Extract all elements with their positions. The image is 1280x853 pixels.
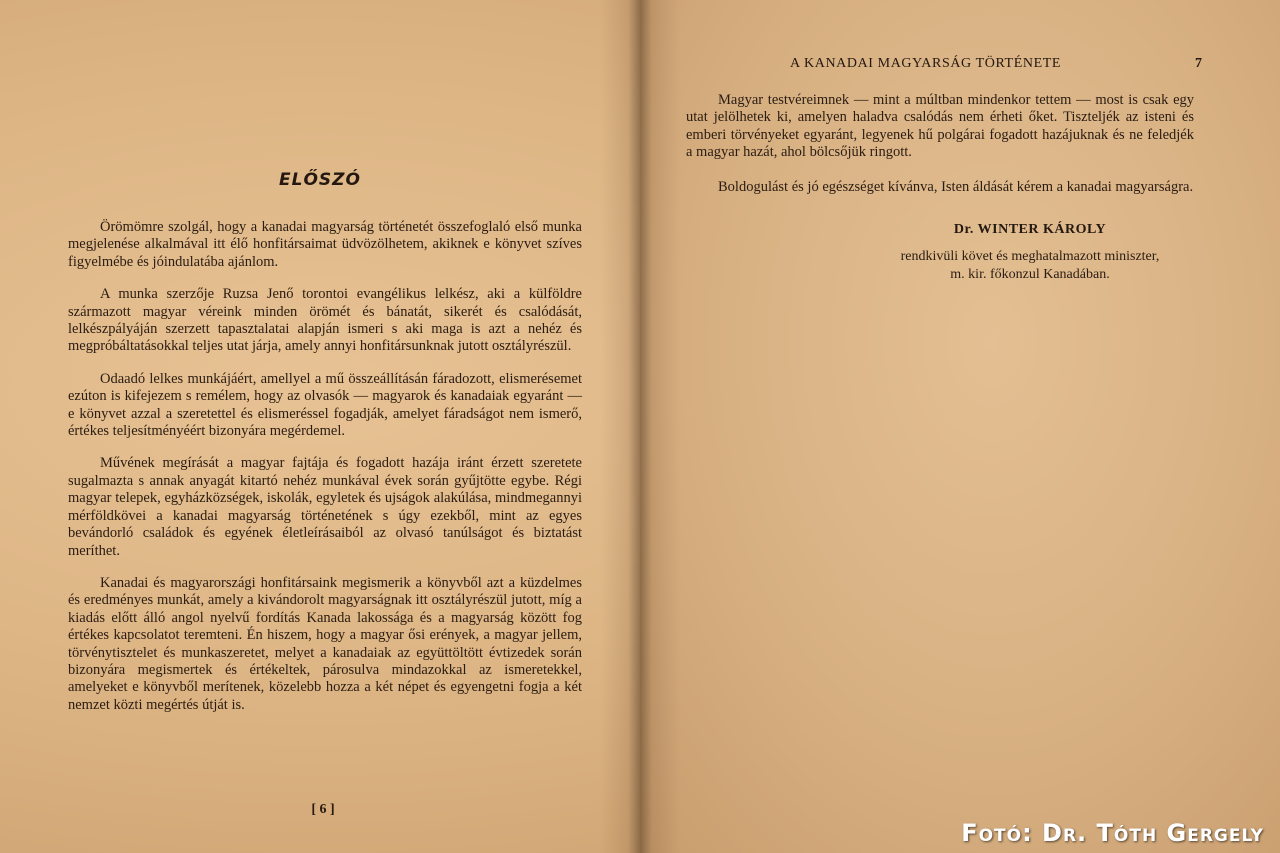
- left-page-body: [68, 219, 582, 729]
- photo-credit-watermark: Fotó: Dr. Tóth Gergely: [961, 819, 1264, 847]
- paragraph: Kanadai és magyarországi honfitársaink megismerik a könyvből azt a küzdelmes és eredményes munkát, amely a kivándorolt magyarságnak itt osztályrészül jutott, míg a kiadás előtt álló angol nyelvű fordítás Kanada lakossága és a magyarság között fog értékes kapcsolatot teremteni. Én hiszem, hogy a magyar ősi erények, a magyar jellem, törvénytisztelet és munkaszeretet, melyet a kanadaiak az együttöltött évtizedek során bizonyára megismertek és értékeltek, párosulva mindazokkal az ismeretekkel, amelyeket e könyvből merítenek, közelebb hozza a két népet és egyengetni fogja a két nemzet közti megértés útját is.: [68, 574, 582, 713]
- signature-title-line-1: rendkivüli követ és meghatalmazott miniszter,: [900, 249, 1160, 264]
- paragraph: Örömömre szolgál, hogy a kanadai magyarság történetét összefoglaló első munka megjelenése alkalmával itt élő honfitársaimat üdvözölhetem, akiknek e könyvet szíves figyelmébe és jóindulatába ajánlom.: [68, 219, 582, 270]
- paragraph: Művének megírását a magyar fajtája és fogadott hazája iránt érzett szeretete sugalmazta s annak anyagát kitartó nehéz munkával évek során gyűjtötte egybe. Régi magyar telepek, egyházközségek, iskolák, egyletek és ujságok alakúlása, mindmegannyi mérföldkövei a kanadai magyarság történetének s úgy ezekből, mint az egyes bevándorló családok és egyének életleírásaiból az olvasó tanúlságot és biztatást meríthet.: [68, 455, 582, 559]
- paragraph: Odaadó lelkes munkájáért, amellyel a mű összeállításán fáradozott, elismerésemet ezúton is kifejezem s remélem, hogy az olvasók — magyarok és kanadaiak egyaránt — e könyvet azzal a szeretettel és elismeréssel fogadják, amelyet fáradságot nem ismerő, értékes teljesítményéért bizonyára megérdemel.: [68, 370, 582, 440]
- right-page-number: 7: [1195, 56, 1202, 71]
- paragraph: Magyar testvéreimnek — mint a múltban mindenkor tettem — most is csak egy utat jelölhetek ki, amelyen haladva csalódás nem érheti őket. Tiszteljék az isteni és emberi törvényeket egyaránt, legyenek hű polgárai fogadott hazájuknak és ne feledjék a magyar hazát, ahol bölcsőjük ringott.: [686, 92, 1194, 161]
- preface-title: ELŐSZÓ: [279, 170, 361, 190]
- paragraph: Boldogulást és jó egészséget kívánva, Isten áldását kérem a kanadai magyarságra.: [718, 178, 1194, 195]
- left-page-number: [ 6 ]: [311, 802, 335, 817]
- signature-title-line-2: m. kir. főkonzul Kanadában.: [950, 266, 1110, 282]
- right-page-body: [686, 92, 1194, 213]
- book-gutter: [600, 0, 680, 853]
- running-head: A KANADAI MAGYARSÁG TÖRTÉNETE: [790, 56, 1062, 71]
- signature-name: Dr. WINTER KÁROLY: [953, 222, 1107, 237]
- signature-title: [860, 248, 1200, 283]
- paragraph: A munka szerzője Ruzsa Jenő torontoi evangélikus lelkész, aki a külföldre származott magyar véreink minden örömét és bánatát, sikerét és csalódását, lelkészpályáján szerzett tapasztalatai alapján ismeri s aki maga is azt a nehéz és megpróbáltatásokkal teljes utat járja, amely annyi honfitársunknak jutott osztályrészül.: [68, 286, 582, 355]
